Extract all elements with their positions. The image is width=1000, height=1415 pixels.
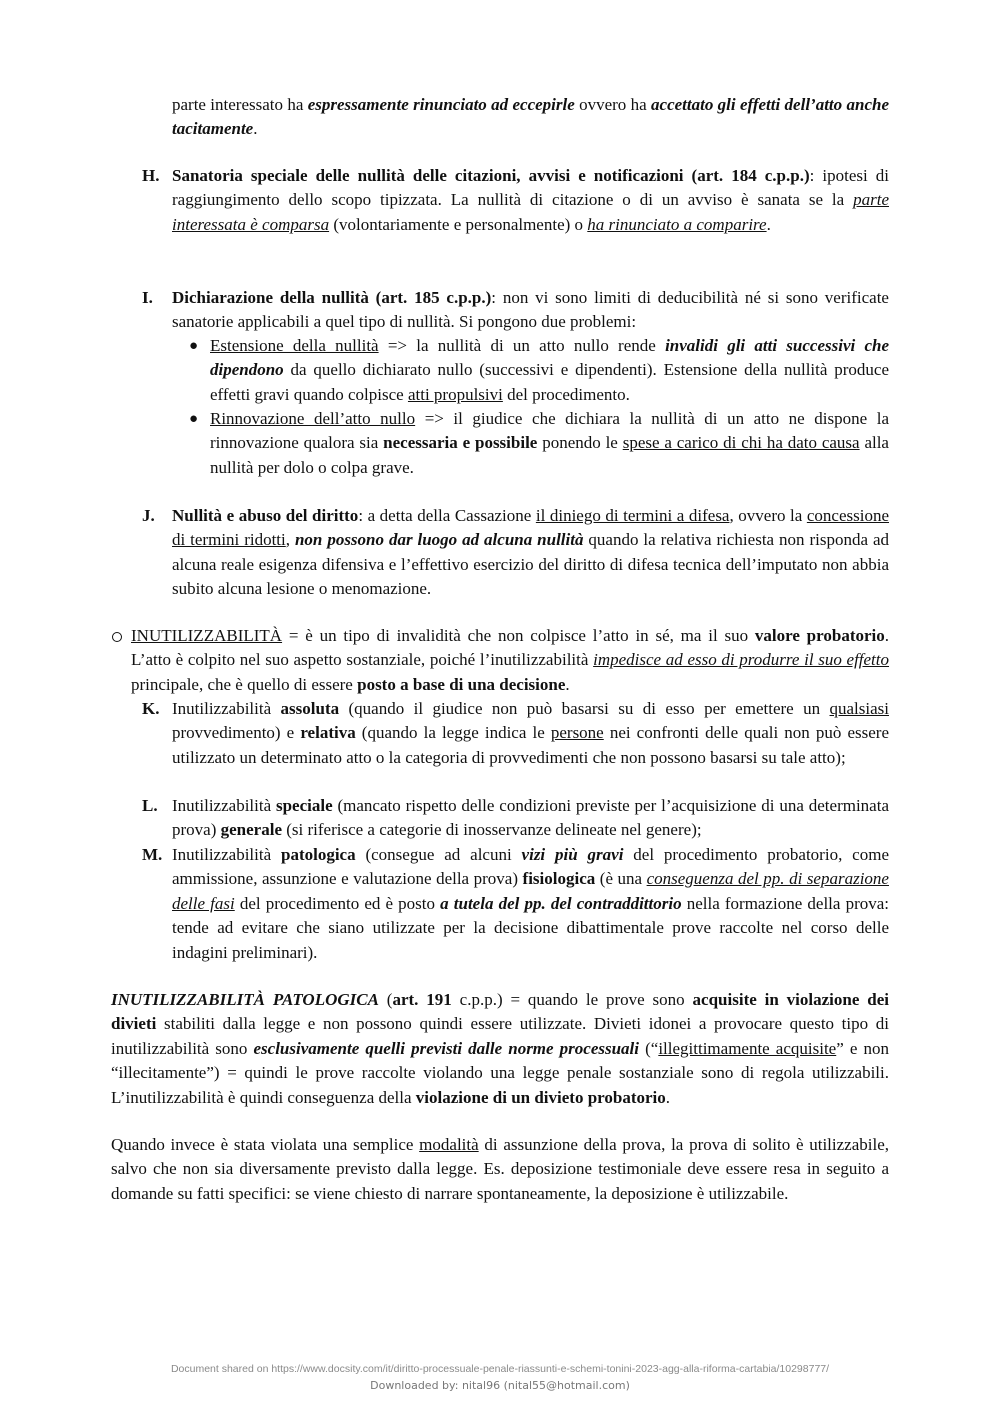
text-emphasis: invalidi gli atti successivi che dipendono (210, 336, 890, 380)
bullet-estensione (210, 334, 889, 407)
section-i-paragraph (172, 286, 889, 335)
text-bold: acquisite in violazione dei divieti (111, 990, 889, 1034)
text: , (285, 530, 295, 550)
text: . L’atto è colpito nel suo aspetto sostanziale, poiché l’inutilizzabilità (131, 626, 890, 670)
section-h-paragraph (172, 164, 889, 237)
section-m-paragraph (172, 843, 889, 965)
text-underlined: INUTILIZZABILITÀ (131, 626, 283, 645)
text: => la nullità di un atto nullo rende (378, 336, 666, 355)
bullet-icon: ● (189, 338, 199, 354)
patologica-paragraph (111, 988, 889, 1110)
text-underlined: illegittimamente acquisite (658, 1038, 837, 1058)
text: da quello dichiarato nullo (successivi e dipendenti). Estensione della nullità produce effetti gravi quando colpisce (210, 360, 889, 404)
section-k-paragraph (172, 697, 889, 770)
text: Inutilizzabilità (172, 845, 281, 864)
bullet-icon: ● (189, 411, 199, 427)
text: (quando la legge indica le (355, 723, 551, 743)
text: parte interessato ha (172, 95, 308, 114)
text-emphasis: esclusivamente quelli previsti dalle norme processuali (253, 1038, 640, 1058)
footer-downloaded-by: Downloaded by: nital96 (nital55@hotmail.com) (370, 1379, 630, 1392)
text: : non vi sono limiti di deducibilità né si sono verificate sanatorie applicabili a quel tipo di nullità. Si pongono due problemi: (172, 288, 889, 332)
text: . (665, 1087, 671, 1107)
text-bold: art. 191 (392, 990, 452, 1009)
text-bold: valore probatorio (754, 626, 885, 645)
text: . (766, 214, 771, 234)
text-underlined: Rinnovazione dell’atto nullo (210, 409, 416, 428)
text: nella formazione della prova: tende ad evitare che siano utilizzate per la decisione dibattimentale prove raccolte nel corso delle indagini preliminari). (172, 893, 889, 962)
text-bold: violazione di un divieto probatorio (415, 1087, 666, 1107)
text: (quando il giudice non può basarsi su di esso per emettere un (339, 699, 830, 718)
text: : ipotesi di raggiungimento dello scopo tipizzata. La nullità di citazione o di un avviso è sanata se la (172, 166, 889, 210)
text: = è un tipo di invalidità che non colpisce l’atto in sé, ma il suo (282, 626, 755, 645)
text-underlined: Estensione della nullità (210, 336, 379, 355)
text: del procedimento ed è posto (234, 893, 441, 913)
text-underlined: impedisce ad esso di produrre il suo effetto (593, 650, 890, 670)
text: (“ (639, 1038, 659, 1058)
text: alla nullità per dolo o colpa grave. (210, 433, 889, 477)
text: : a detta della Cassazione (358, 506, 536, 525)
text: (mancato rispetto delle condizioni previste per l’acquisizione di una determinata prova) (172, 796, 889, 840)
text-underlined: conseguenza del pp. di separazione delle fasi (172, 869, 889, 913)
text: Quando invece è stata violata una semplice (111, 1135, 420, 1154)
text-bold: necessaria e possibile (383, 433, 538, 453)
text: (volontariamente e personalmente) o (329, 214, 588, 234)
text-bold: relativa (300, 723, 356, 743)
text: del procedimento. (502, 384, 630, 404)
list-label-j: J. (142, 506, 155, 525)
text-underlined: atti propulsivi (407, 384, 503, 404)
text-bold: fisiologica (522, 869, 596, 889)
text: (consegue ad alcuni (355, 845, 522, 864)
list-label-k: K. (142, 699, 160, 718)
text: c.p.p.) = quando le prove sono (451, 990, 693, 1009)
text: provvedimento) e (172, 723, 301, 743)
text: quando la relativa richiesta non risponda ad alcuna reale esigenza difensiva e l’effettivo esercizio del diritto di difesa tecnica dell’imputato non abbia subito alcuna lesione o menomazione. (172, 530, 889, 599)
text-emphasis: a tutela del pp. del contraddittorio (440, 893, 682, 913)
text: stabiliti dalla legge e non possono quindi essere utilizzate. Divieti idonei a provocare questo tipo di inutilizzabilità sono (111, 1014, 889, 1058)
list-label-m: M. (142, 845, 163, 864)
section-l-paragraph (172, 794, 889, 843)
text: ( (378, 990, 393, 1009)
text: (si riferisce a categorie di inosservanze delineate nel genere); (281, 820, 702, 840)
text-underlined: modalità (419, 1135, 479, 1154)
section-j-paragraph (172, 504, 889, 602)
text-underlined: il diniego di termini a difesa (535, 506, 730, 525)
text-bold: posto a base di una decisione (357, 674, 566, 694)
text: del procedimento probatorio, come ammissione, assunzione e valutazione della prova) (172, 845, 889, 889)
text: ovvero ha (574, 95, 652, 114)
text-underlined: ha rinunciato a comparire (587, 214, 767, 234)
inutilizzabilita-paragraph (131, 624, 889, 697)
text-emphasis: INUTILIZZABILITÀ PATOLOGICA (111, 990, 379, 1009)
text: ponendo le (537, 433, 623, 453)
text: . (565, 674, 570, 694)
text: Inutilizzabilità (172, 699, 281, 718)
text: => il giudice che dichiara la nullità di un atto ne dispone la rinnovazione qualora sia (210, 409, 889, 453)
text: (è una (595, 869, 647, 889)
text-underlined: spese a carico di chi ha dato causa (622, 433, 860, 453)
text-underlined: qualsiasi (829, 699, 889, 718)
text: di assunzione della prova, la prova di solito è utilizzabile, salvo che non sia diversamente previsto dalla legge. Es. deposizione testimoniale deve essere resa in seguito a domande su fatti specifici: se viene chiesto di narrare spontaneamente, la deposizione è utilizzabile. (111, 1135, 889, 1203)
text: principale, che è quello di essere (131, 674, 358, 694)
section-h-title: Sanatoria speciale delle nullità delle citazioni, avvisi e notificazioni (art. 184 c.p.p.) (172, 166, 810, 185)
text-emphasis: non possono dar luogo ad alcuna nullità (294, 530, 584, 550)
text-bold: speciale (275, 796, 333, 815)
text-underlined: persone (550, 723, 604, 743)
text-bold: patologica (281, 845, 356, 864)
section-i-title: Dichiarazione della nullità (art. 185 c.p.p.) (172, 288, 492, 307)
text-bold: generale (220, 820, 282, 840)
text-underlined: parte interessata è comparsa (172, 190, 889, 234)
hollow-bullet-icon (112, 632, 122, 642)
text-underlined: concessione di termini ridotti (172, 506, 889, 550)
text: nei confronti delle quali non può essere utilizzato un determinato atto o la categoria di provvedimenti che non possono basarsi su tale atto); (172, 723, 889, 767)
text-emphasis: accettato gli effetti dell’atto anche tacitamente (172, 95, 889, 139)
text-bold: assoluta (280, 699, 340, 718)
text: . (253, 119, 258, 139)
text-emphasis: espressamente rinunciato ad eccepirle (307, 95, 575, 114)
bullet-rinnovazione (210, 407, 889, 480)
list-label-l: L. (142, 796, 158, 815)
section-j-title: Nullità e abuso del diritto (172, 506, 359, 525)
text-emphasis: vizi più gravi (521, 845, 624, 864)
list-label-h: H. (142, 166, 160, 185)
list-label-i: I. (142, 288, 153, 307)
footer-shared-on: Document shared on https://www.docsity.com/it/diritto-processuale-penale-riassunti-e-schemi-tonini-2023-agg-alla-riforma-cartabia/10298777/ (170, 1363, 830, 1375)
intro-paragraph (172, 93, 889, 142)
text: Inutilizzabilità (172, 796, 276, 815)
text: ” e non “illecitamente”) = quindi le prove raccolte violando una legge penale sostanziale sono di regola utilizzabili. L’inutilizzabilità è quindi conseguenza della (111, 1038, 889, 1107)
modalita-paragraph (111, 1133, 889, 1206)
text: , ovvero la (729, 506, 807, 525)
